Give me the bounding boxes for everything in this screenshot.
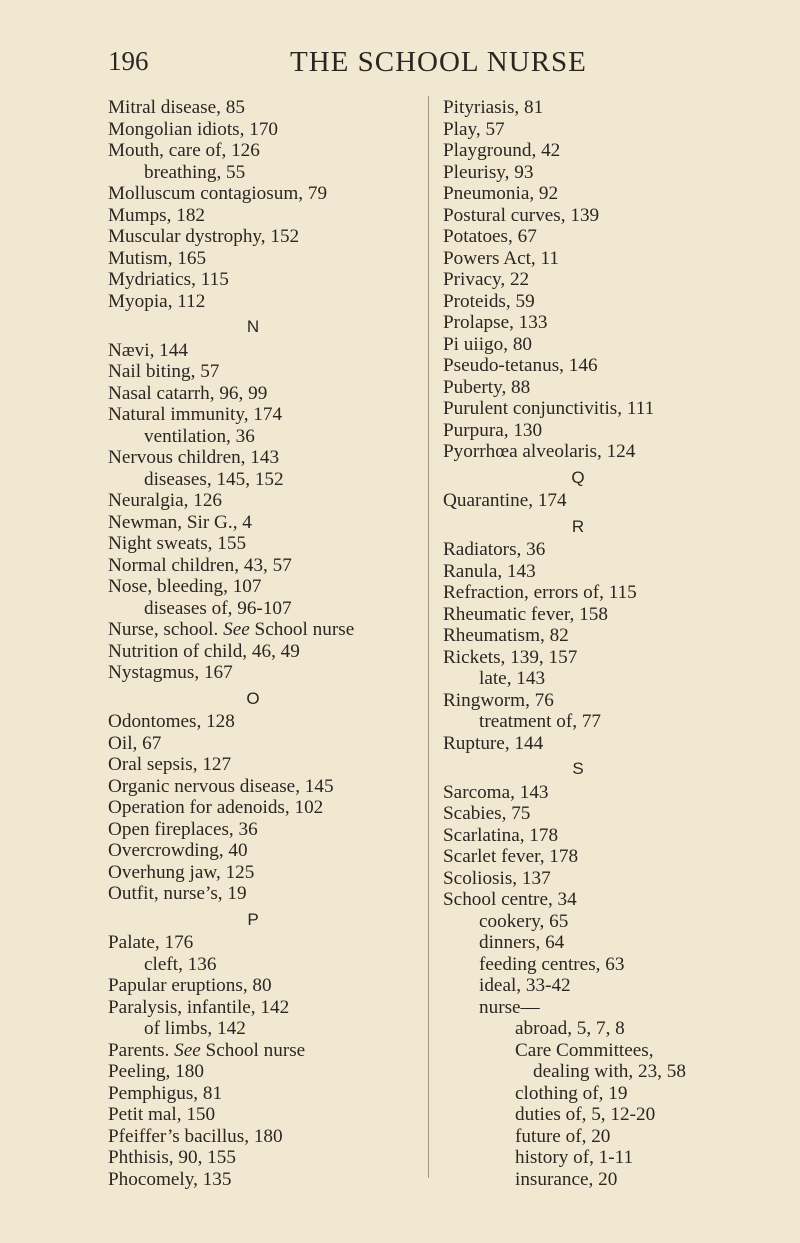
index-entry: Molluscum contagiosum, 79 [108, 183, 328, 204]
index-entry: Nystagmus, 167 [108, 662, 233, 683]
index-subentry: diseases of, 96-107 [144, 597, 292, 619]
index-entry: Peeling, 180 [108, 1061, 204, 1082]
index-subentry: clothing of, 19 [515, 1082, 628, 1104]
index-entry: Scarlatina, 178 [443, 824, 559, 846]
index-entry: Pemphigus, 81 [108, 1082, 223, 1104]
index-entry: Privacy, 22 [443, 269, 530, 290]
index-entry: Operation for adenoids, 102 [108, 797, 324, 818]
index-subentry: dinners, 64 [479, 932, 565, 953]
see-reference: See [223, 619, 250, 640]
index-column-right [443, 97, 773, 1190]
index-subentry: cleft, 136 [144, 953, 217, 975]
section-letter-heading: Q [571, 467, 585, 487]
index-subentry: cookery, 65 [479, 910, 569, 932]
index-subentry: Care Committees, [515, 1039, 654, 1061]
index-entry: Radiators, 36 [443, 539, 546, 560]
page-header [0, 46, 800, 86]
index-entry: Oral sepsis, 127 [108, 754, 232, 775]
index-entry: Rickets, 139, 157 [443, 646, 578, 668]
index-entry: Mongolian idiots, 170 [108, 118, 279, 140]
index-entry: Nervous children, 143 [108, 447, 280, 468]
index-entry: Quarantine, 174 [443, 490, 567, 511]
index-entry: Nurse, school. See School nurse [108, 619, 355, 640]
index-subentry: breathing, 55 [144, 161, 246, 183]
index-entry: Pleurisy, 93 [443, 161, 534, 183]
index-subentry: late, 143 [479, 668, 546, 689]
index-entry: Postural curves, 139 [443, 204, 600, 226]
index-entry: Rheumatism, 82 [443, 625, 569, 646]
index-entry: Odontomes, 128 [108, 711, 235, 732]
index-entry: Nasal catarrh, 96, 99 [108, 382, 268, 404]
index-column-left [108, 97, 428, 1190]
index-subentry: ideal, 33-42 [479, 975, 571, 996]
index-entry: Play, 57 [443, 118, 505, 140]
index-entry: Scarlet fever, 178 [443, 846, 579, 867]
section-letter-heading: P [247, 909, 259, 929]
index-entry: School centre, 34 [443, 889, 577, 910]
index-entry: Mutism, 165 [108, 247, 207, 269]
index-entry: Mouth, care of, 126 [108, 140, 260, 161]
index-entry: Proteids, 59 [443, 290, 535, 312]
index-entry: Pityriasis, 81 [443, 97, 544, 118]
index-entry: Mydriatics, 115 [108, 269, 229, 290]
index-entry: Rupture, 144 [443, 732, 544, 754]
index-entry: Nail biting, 57 [108, 361, 220, 382]
index-entry: Night sweats, 155 [108, 533, 247, 554]
running-title: THE SCHOOL NURSE [290, 46, 587, 78]
index-entry: Puberty, 88 [443, 376, 531, 398]
index-subentry: of limbs, 142 [144, 1018, 246, 1039]
index-subentry: insurance, 20 [515, 1168, 618, 1190]
index-entry: Phthisis, 90, 155 [108, 1147, 236, 1168]
index-entry: Myopia, 112 [108, 290, 206, 312]
index-entry: Nose, bleeding, 107 [108, 576, 262, 597]
index-entry: Pneumonia, 92 [443, 183, 559, 204]
section-letter-heading: R [571, 516, 585, 536]
index-entry: Phocomely, 135 [108, 1168, 232, 1190]
index-entry: Rheumatic fever, 158 [443, 603, 608, 625]
index-subentry: diseases, 145, 152 [144, 468, 284, 490]
index-entry: Overcrowding, 40 [108, 840, 248, 861]
index-entry: Purulent conjunctivitis, 111 [443, 398, 655, 419]
index-entry: Parents. See School nurse [108, 1039, 306, 1061]
index-entry: Pyorrhœa alveolaris, 124 [443, 441, 636, 462]
index-subentry: feeding centres, 63 [479, 953, 625, 975]
index-entry: Prolapse, 133 [443, 312, 548, 333]
index-entry: Playground, 42 [443, 140, 561, 161]
index-entry: Paralysis, infantile, 142 [108, 996, 290, 1018]
index-entry: Open fireplaces, 36 [108, 818, 258, 840]
page-number: 196 [108, 46, 149, 76]
index-subentry: nurse— [479, 996, 540, 1018]
index-entry: Neuralgia, 126 [108, 490, 223, 511]
index-entry: Mumps, 182 [108, 204, 206, 226]
index-entry: Nævi, 144 [108, 339, 188, 361]
section-letter-heading: N [246, 317, 260, 336]
index-entry: Organic nervous disease, 145 [108, 775, 334, 797]
index-entry: Nutrition of child, 46, 49 [108, 640, 300, 662]
index-entry: Newman, Sir G., 4 [108, 511, 252, 533]
index-entry: Petit mal, 150 [108, 1104, 216, 1125]
section-letter-heading: S [572, 759, 584, 778]
see-reference: See [174, 1039, 201, 1061]
index-entry: Potatoes, 67 [443, 226, 537, 247]
index-subentry: ventilation, 36 [144, 425, 255, 447]
index-subentry: duties of, 5, 12-20 [515, 1104, 656, 1125]
index-entry: Overhung jaw, 125 [108, 861, 255, 883]
column-divider [428, 96, 429, 1178]
index-subentry: future of, 20 [515, 1125, 611, 1147]
index-subentry: abroad, 5, 7, 8 [515, 1018, 625, 1039]
index-entry: Pfeiffer’s bacillus, 180 [108, 1125, 283, 1147]
index-entry: Pi uiigo, 80 [443, 333, 533, 355]
index-entry: Natural immunity, 174 [108, 404, 283, 425]
section-letter-heading: O [246, 688, 260, 708]
index-entry: Powers Act, 11 [443, 247, 560, 269]
index-entry: Normal children, 43, 57 [108, 554, 292, 576]
index-entry: Scoliosis, 137 [443, 867, 551, 889]
index-subentry: treatment of, 77 [479, 711, 602, 732]
index-entry: Refraction, errors of, 115 [443, 582, 637, 603]
index-entry: Mitral disease, 85 [108, 97, 245, 118]
index-entry: Oil, 67 [108, 732, 162, 754]
index-entry: Sarcoma, 143 [443, 781, 549, 803]
index-subentry: dealing with, 23, 58 [533, 1061, 686, 1082]
index-entry: Muscular dystrophy, 152 [108, 226, 300, 247]
index-entry: Ranula, 143 [443, 560, 536, 582]
index-entry: Purpura, 130 [443, 419, 543, 441]
index-entry: Outfit, nurse’s, 19 [108, 883, 247, 904]
index-entry: Pseudo-tetanus, 146 [443, 355, 598, 376]
index-entry: Ringworm, 76 [443, 689, 554, 711]
index-entry: Palate, 176 [108, 932, 194, 953]
index-entry: Scabies, 75 [443, 803, 531, 824]
index-entry: Papular eruptions, 80 [108, 975, 272, 996]
index-subentry: history of, 1-11 [515, 1147, 634, 1168]
